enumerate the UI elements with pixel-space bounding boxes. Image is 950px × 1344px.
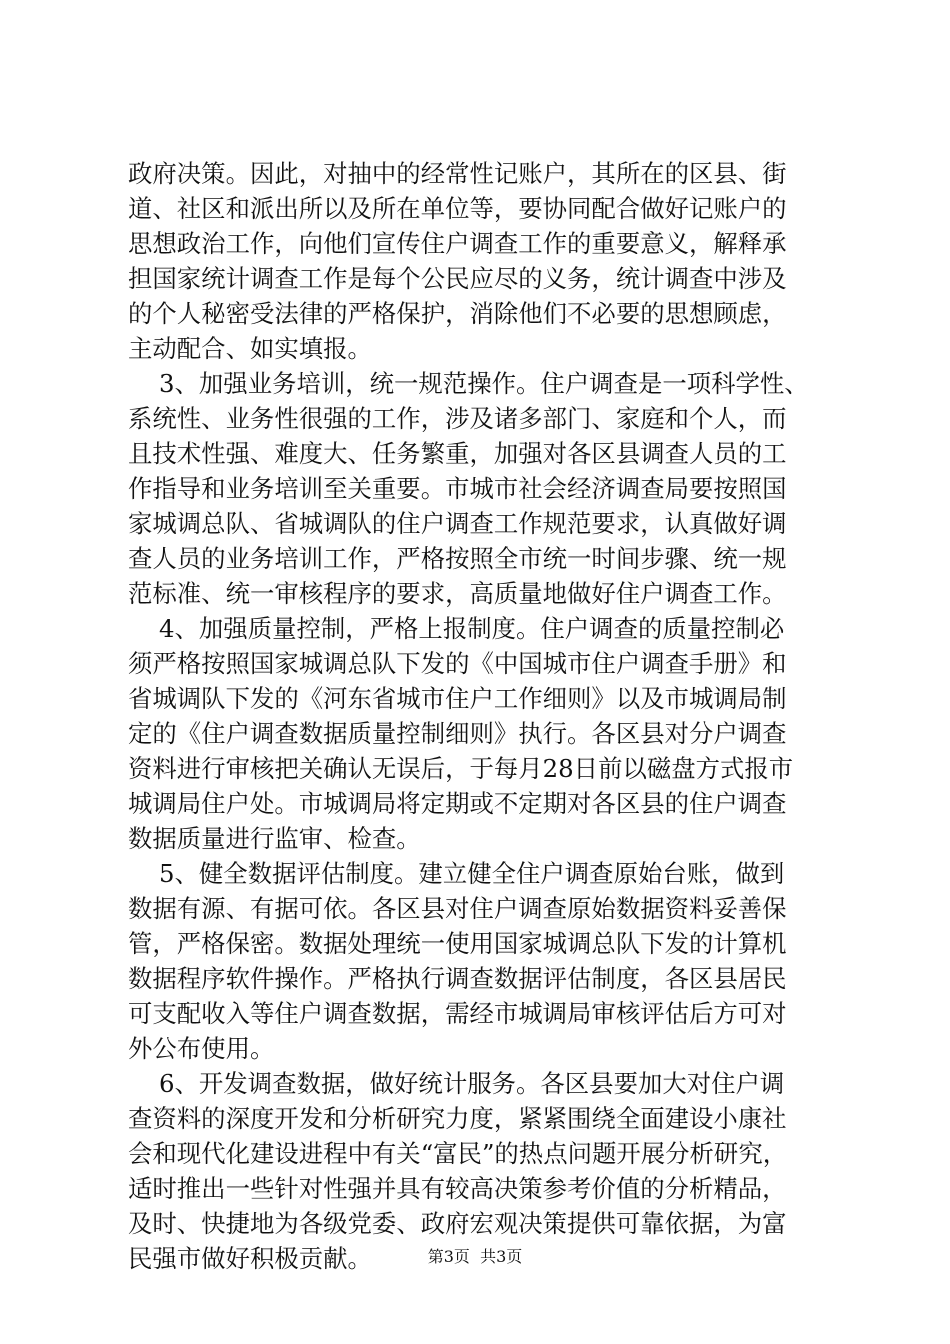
text-line: 4、加强质量控制，严格上报制度。住户调查的质量控制必 — [128, 614, 785, 643]
text-line: 道、社区和派出所以及所在单位等，要协同配合做好记账户的 — [128, 194, 787, 223]
text-line: 3、加强业务培训，统一规范操作。住户调查是一项科学性、 — [128, 369, 809, 398]
text-line: 可支配收入等住户调查数据，需经市城调局审核评估后方可对 — [128, 999, 787, 1028]
page-number: 第3页 共3页 — [427, 1247, 523, 1266]
text-line: 会和现代化建设进程中有关“富民”的热点问题开展分析研究， — [128, 1139, 788, 1168]
text-line: 城调局住户处。市城调局将定期或不定期对各区县的住户调查 — [128, 789, 787, 818]
text-line: 数据有源、有据可依。各区县对住户调查原始数据资料妥善保 — [128, 894, 787, 923]
text-line: 定的《住户调查数据质量控制细则》执行。各区县对分户调查 — [128, 719, 787, 748]
text-line: 及时、快捷地为各级党委、政府宏观决策提供可靠依据，为富 — [128, 1209, 787, 1238]
text-line: 管，严格保密。数据处理统一使用国家城调总队下发的计算机 — [128, 929, 787, 958]
text-line: 省城调队下发的《河东省城市住户工作细则》以及市城调局制 — [128, 684, 787, 713]
text-line: 主动配合、如实填报。 — [128, 334, 372, 363]
text-line: 范标准、统一审核程序的要求，高质量地做好住户调查工作。 — [128, 579, 787, 608]
text-line: 政府决策。因此，对抽中的经常性记账户，其所在的区县、街 — [128, 159, 787, 188]
text-line: 资料进行审核把关确认无误后，于每月28日前以磁盘方式报市 — [128, 754, 794, 783]
text-line: 家城调总队、省城调队的住户调查工作规范要求，认真做好调 — [128, 509, 787, 538]
text-line: 的个人秘密受法律的严格保护，消除他们不必要的思想顾虑， — [128, 299, 787, 328]
document-body — [128, 156, 828, 1276]
text-line: 担国家统计调查工作是每个公民应尽的义务，统计调查中涉及 — [128, 264, 787, 293]
text-line: 适时推出一些针对性强并具有较高决策参考价值的分析精品， — [128, 1174, 787, 1203]
text-line: 民强市做好积极贡献。 — [128, 1244, 372, 1273]
text-line: 数据质量进行监审、检查。 — [128, 824, 421, 853]
text-line: 外公布使用。 — [128, 1034, 275, 1063]
text-line: 思想政治工作，向他们宣传住户调查工作的重要意义，解释承 — [128, 229, 787, 258]
text-line: 查资料的深度开发和分析研究力度，紧紧围绕全面建设小康社 — [128, 1104, 787, 1133]
page-footer — [0, 1247, 950, 1267]
text-line: 数据程序软件操作。严格执行调查数据评估制度，各区县居民 — [128, 964, 787, 993]
text-line: 6、开发调查数据，做好统计服务。各区县要加大对住户调 — [128, 1069, 785, 1098]
text-line: 须严格按照国家城调总队下发的《中国城市住户调查手册》和 — [128, 649, 787, 678]
text-line: 系统性、业务性很强的工作，涉及诸多部门、家庭和个人，而 — [128, 404, 787, 433]
text-line: 且技术性强、难度大、任务繁重，加强对各区县调查人员的工 — [128, 439, 787, 468]
text-line: 作指导和业务培训至关重要。市城市社会经济调查局要按照国 — [128, 474, 787, 503]
text-line: 查人员的业务培训工作，严格按照全市统一时间步骤、统一规 — [128, 544, 787, 573]
text-line: 5、健全数据评估制度。建立健全住户调查原始台账，做到 — [128, 859, 785, 888]
